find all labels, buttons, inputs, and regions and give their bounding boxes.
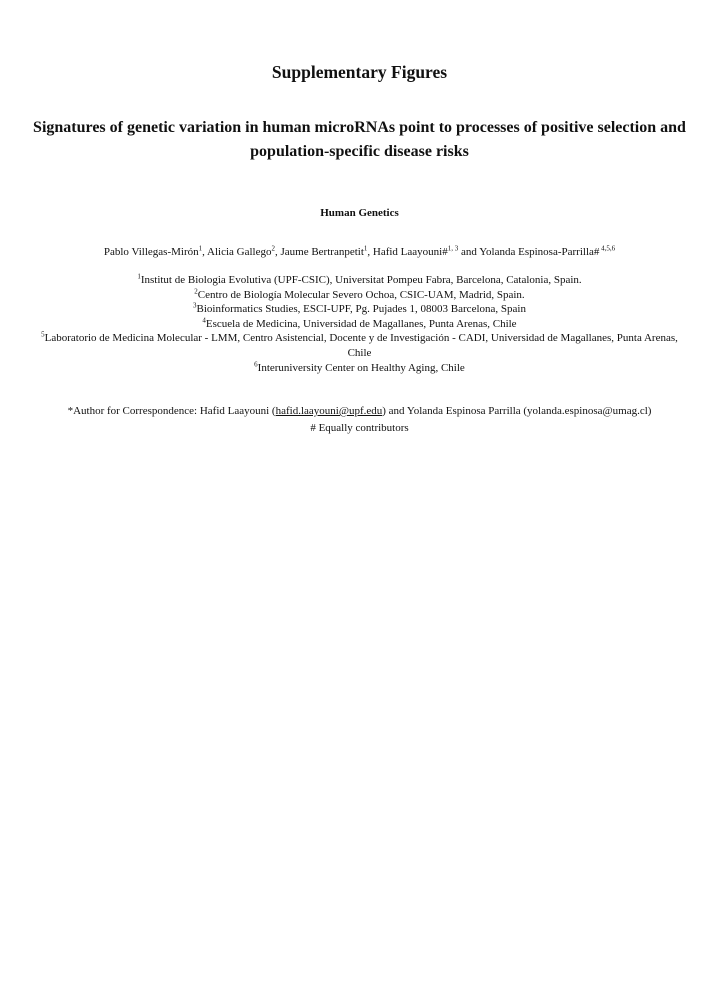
author: Hafid Laayouni#$^{1, 3}$ and [372, 244, 480, 258]
author-affiliation-mark: 2 [271, 244, 275, 253]
affiliation-item: $^5$Laboratorio de Medicina Molecular - LMM, Centro Asistencial, Docente y de Investigación - CADI, Universidad de Magallanes, Punta Arenas, Chile [41, 330, 678, 359]
author: Pablo Villegas-Mirón$^1$, [103, 244, 208, 258]
author-affiliation-mark: 4,5,6 [599, 244, 616, 253]
author-list [0, 245, 719, 259]
affiliation-list [30, 273, 689, 375]
author: Jaume Bertranpetit$^1$, [280, 244, 373, 258]
author-affiliation-mark: 1, 3 [447, 244, 459, 253]
affiliation-item: $^4$Escuela de Medicina, Universidad de Magallanes, Punta Arenas, Chile [202, 316, 517, 330]
author-affiliation-mark: 1 [198, 244, 203, 253]
affiliation-item: $^3$Bioinformatics Studies, ESCI-UPF, Pg. Pujades 1, 08003 Barcelona, Spain [193, 301, 526, 316]
author: Alicia Gallego$^2$, [207, 244, 281, 258]
paper-title: Signatures of genetic variation in human microRNAs point to processes of positive selection and population-specific disease risks [33, 119, 686, 160]
affiliation-item: $^1$Institut de Biologia Evolutiva (UPF-CSIC), Universitat Pompeu Fabra, Barcelona, Catalonia, Spain. [137, 272, 582, 286]
correspondence-email-link[interactable]: hafid.laayouni@upf.edu [275, 405, 383, 417]
correspondence-line: *Author for Correspondence: Hafid Laayouni (hafid.laayouni@upf.edu) and Yolanda Espinosa Parrilla (yolanda.espinosa@umag.cl) [67, 405, 652, 417]
affiliation-item: $^6$Interuniversity Center on Healthy Aging, Chile [254, 359, 465, 374]
journal-name: Human Genetics [320, 207, 399, 219]
author-affiliation-mark: 1 [363, 244, 368, 253]
affiliation-item: $^2$Centro de Biología Molecular Severo Ochoa, CSIC-UAM, Madrid, Spain. [194, 286, 525, 301]
author: Yolanda Espinosa-Parrilla# $^{4,5,6}$ [479, 244, 616, 258]
equal-contribution-note: # Equally contributors [310, 422, 409, 434]
supplementary-title: Supplementary Figures [271, 62, 448, 82]
